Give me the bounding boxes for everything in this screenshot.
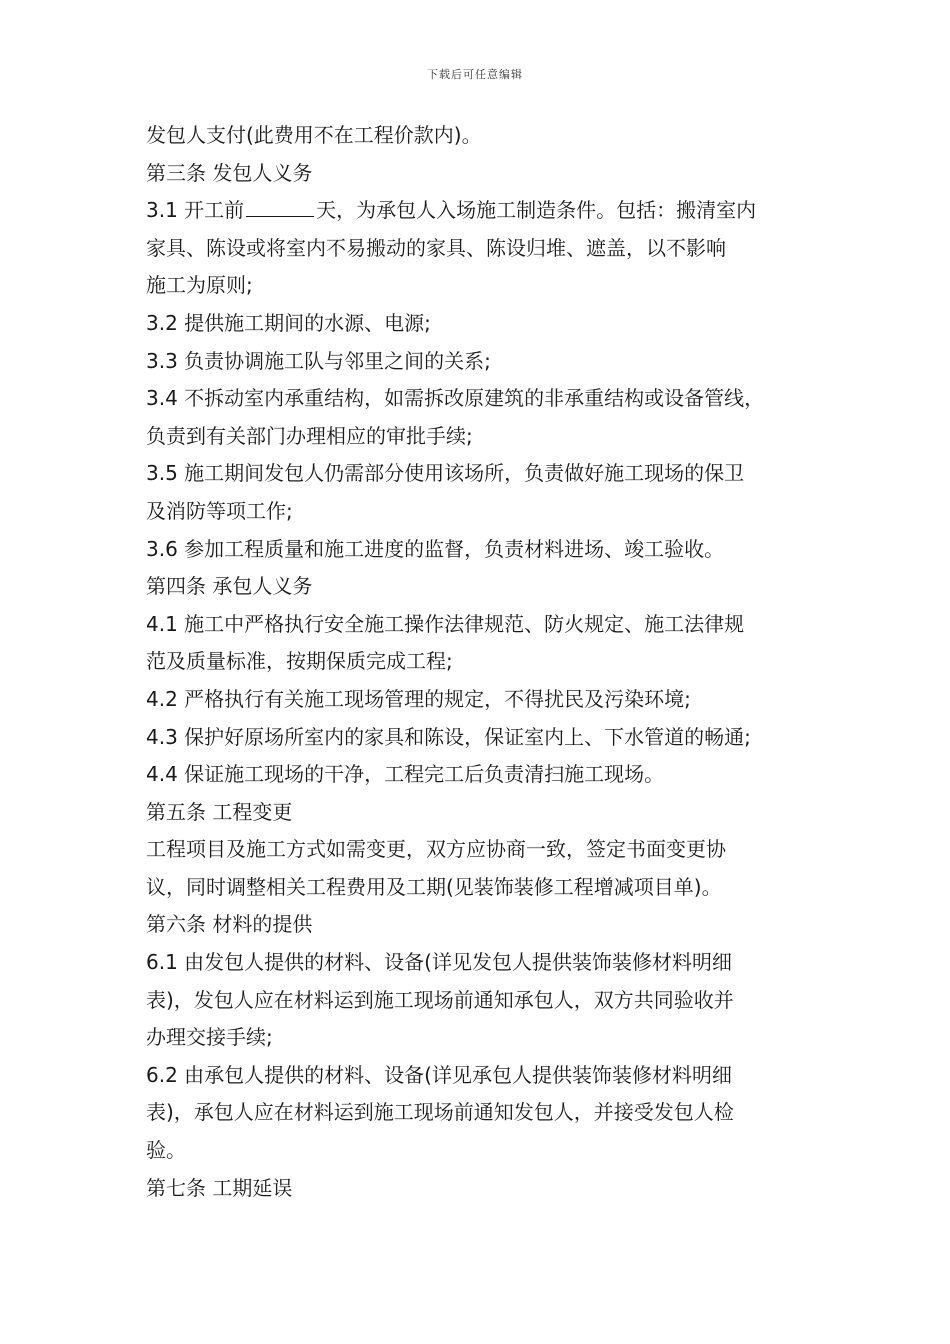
paragraph-line: 负责到有关部门办理相应的审批手续; bbox=[146, 423, 473, 448]
document-body bbox=[146, 117, 816, 1207]
paragraph-line: 3.6 参加工程质量和施工进度的监督，负责材料进场、竣工验收。 bbox=[146, 536, 725, 561]
section-heading-4: 第四条 承包人义务 bbox=[146, 574, 313, 599]
clause-3-1-start: 3.1 开工前 bbox=[146, 198, 245, 223]
section-heading-5: 第五条 工程变更 bbox=[146, 799, 293, 824]
paragraph-line: 4.2 严格执行有关施工现场管理的规定，不得扰民及污染环境; bbox=[146, 686, 691, 711]
paragraph-line: 3.3 负责协调施工队与邻里之间的关系; bbox=[146, 348, 491, 373]
paragraph-line: 4.3 保护好原场所室内的家具和陈设，保证室内上、下水管道的畅通; bbox=[146, 724, 751, 749]
paragraph-line: 验。 bbox=[146, 1138, 186, 1163]
fill-in-blank bbox=[246, 198, 314, 217]
page-header-note: 下载后可任意编辑 bbox=[427, 68, 523, 81]
clause-3-1-rest: 天，为承包人入场施工制造条件。包括：搬清室内 bbox=[316, 198, 757, 223]
section-heading-3: 第三条 发包人义务 bbox=[146, 160, 313, 185]
paragraph-line: 及消防等项工作; bbox=[146, 498, 293, 523]
paragraph-line: 发包人支付(此费用不在工程价款内)。 bbox=[146, 123, 482, 147]
paragraph-line-with-blank bbox=[146, 192, 816, 230]
paragraph-line: 表)，承包人应在材料运到施工现场前通知发包人，并接受发包人检 bbox=[146, 1100, 734, 1125]
paragraph-line: 3.5 施工期间发包人仍需部分使用该场所，负责做好施工现场的保卫 bbox=[146, 461, 745, 486]
paragraph-line: 范及质量标准，按期保质完成工程; bbox=[146, 649, 453, 674]
paragraph-line: 议，同时调整相关工程费用及工期(见装饰装修工程增减项目单)。 bbox=[146, 874, 722, 899]
paragraph-line: 4.4 保证施工现场的干净，工程完工后负责清扫施工现场。 bbox=[146, 762, 665, 787]
paragraph-line: 6.2 由承包人提供的材料、设备(详见承包人提供装饰装修材料明细 bbox=[146, 1062, 732, 1087]
section-heading-6: 第六条 材料的提供 bbox=[146, 912, 313, 937]
paragraph-line: 6.1 由发包人提供的材料、设备(详见发包人提供装饰装修材料明细 bbox=[146, 950, 732, 975]
paragraph-line: 办理交接手续; bbox=[146, 1025, 273, 1050]
paragraph-line: 3.2 提供施工期间的水源、电源; bbox=[146, 310, 431, 335]
paragraph-line: 4.1 施工中严格执行安全施工操作法律规范、防火规定、施工法律规 bbox=[146, 611, 745, 636]
paragraph-line: 施工为原则; bbox=[146, 273, 253, 298]
paragraph-line: 工程项目及施工方式如需变更，双方应协商一致，签定书面变更协 bbox=[146, 837, 726, 862]
section-heading-7: 第七条 工期延误 bbox=[146, 1175, 293, 1200]
paragraph-line: 3.4 不拆动室内承重结构，如需拆改原建筑的非承重结构或设备管线， bbox=[146, 386, 765, 411]
paragraph-line: 家具、陈设或将室内不易搬动的家具、陈设归堆、遮盖，以不影响 bbox=[146, 235, 726, 260]
paragraph-line: 表)，发包人应在材料运到施工现场前通知承包人，双方共同验收并 bbox=[146, 987, 734, 1012]
